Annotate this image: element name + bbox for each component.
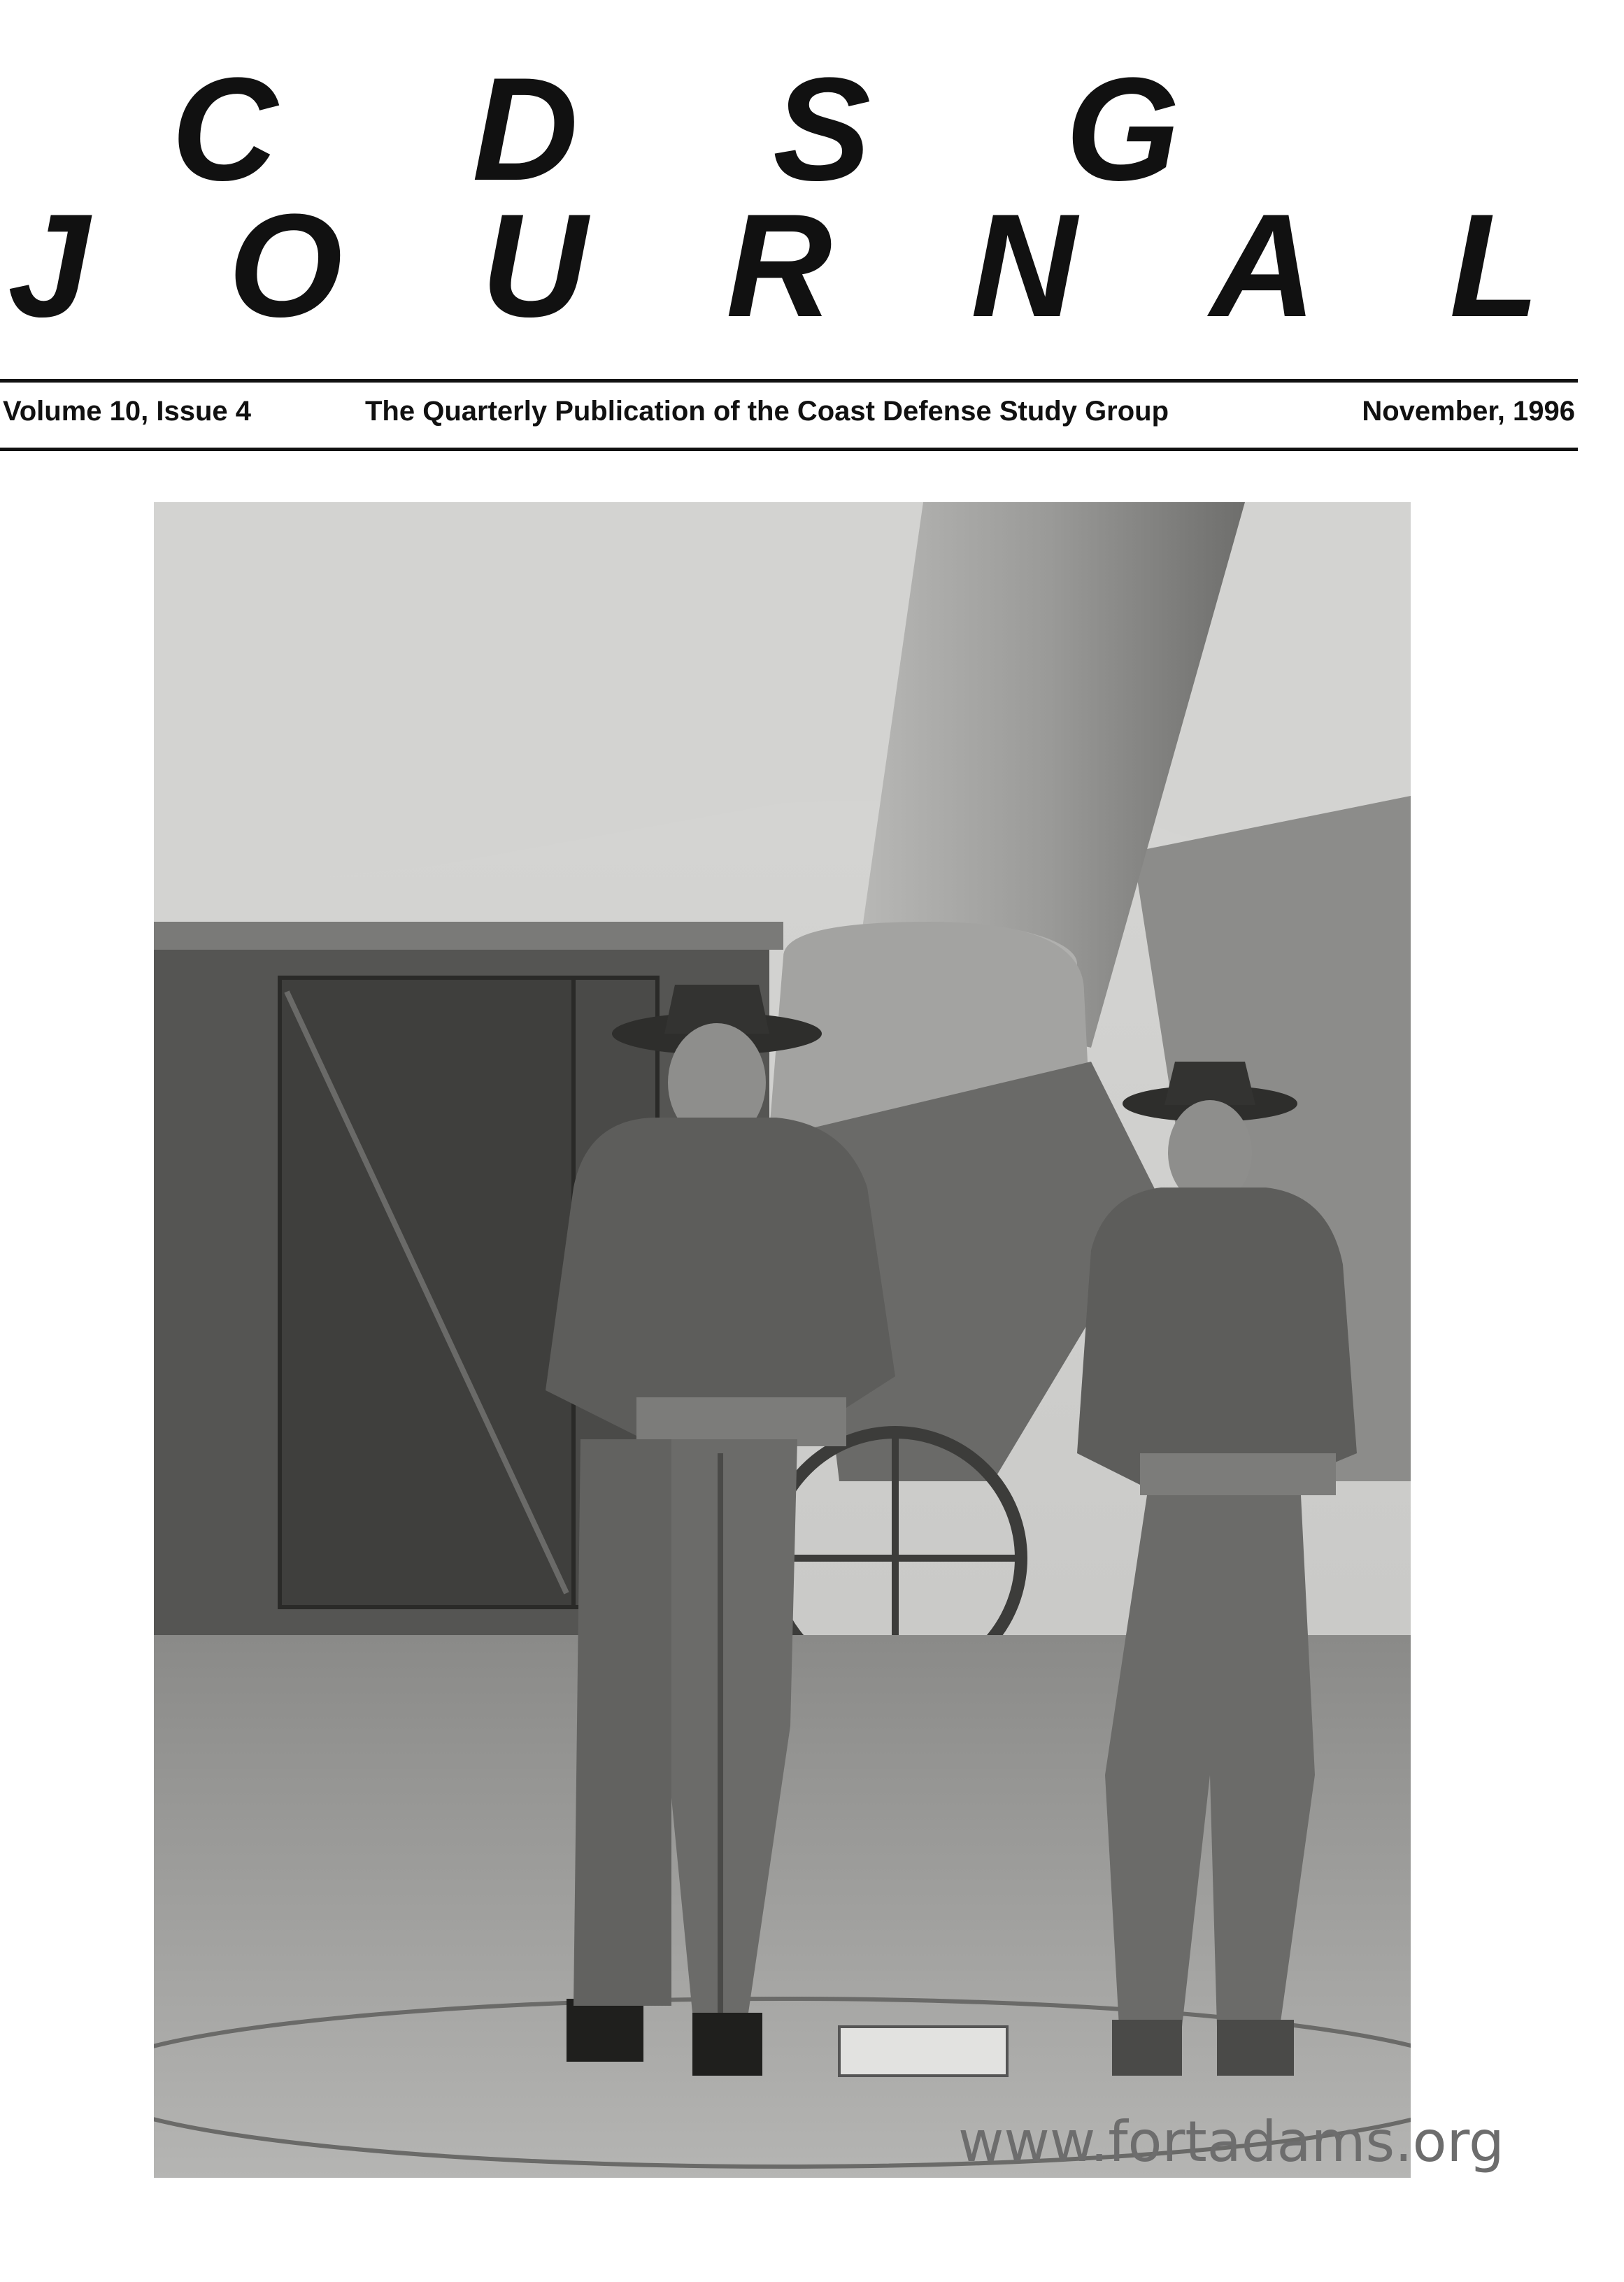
publication-description: The Quarterly Publication of the Coast Defense Study Group xyxy=(365,396,1169,427)
volume-issue: Volume 10, Issue 4 xyxy=(3,396,251,427)
masthead-title-line1: C D S G xyxy=(171,47,1257,211)
top-rule xyxy=(0,379,1578,383)
masthead-title-line2: J O U R N A L xyxy=(8,183,1588,348)
cover-photo xyxy=(154,502,1411,2178)
issue-date: November, 1996 xyxy=(1362,396,1575,427)
cover-photo-illustration xyxy=(154,502,1411,2178)
watermark-url: www.fortadams.org xyxy=(958,2109,1504,2174)
bottom-rule xyxy=(0,448,1578,451)
